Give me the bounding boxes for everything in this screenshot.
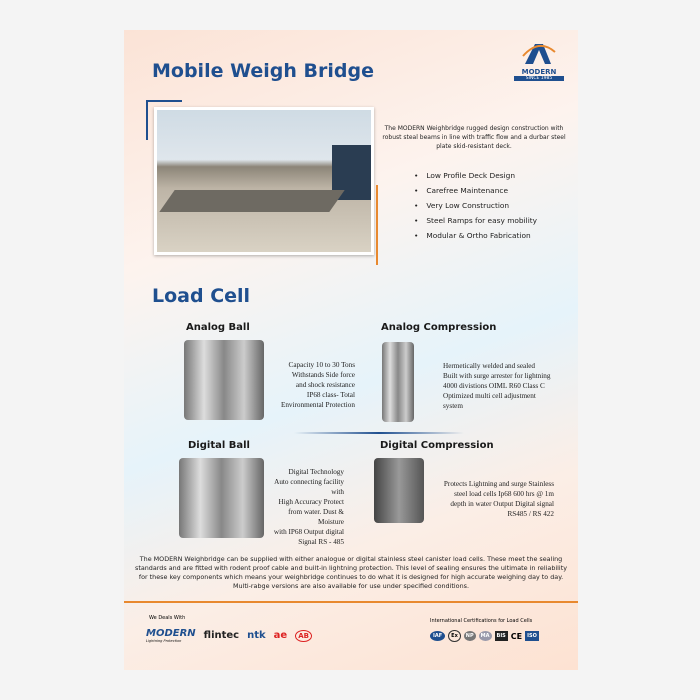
deck bbox=[159, 190, 344, 212]
analog-ball-heading: Analog Ball bbox=[186, 322, 250, 333]
deals-label: We Deals With bbox=[149, 615, 186, 621]
brand-ae: ae bbox=[273, 630, 288, 641]
brand-flintec: flintec bbox=[203, 630, 240, 641]
analog-ball-desc: Capacity 10 to 30 Tons Withstands Side force and shock resistance IP68 class- Total Environmental Protection bbox=[280, 361, 355, 409]
decor-line bbox=[146, 100, 148, 140]
feature-item: • Modular & Ortho Fabrication bbox=[414, 231, 537, 240]
decor-line bbox=[376, 185, 378, 265]
load-cell-title: Load Cell bbox=[152, 285, 251, 307]
digital-compression-heading: Digital Compression bbox=[380, 440, 494, 451]
cert-bis: BIS bbox=[496, 633, 506, 639]
digital-ball-image bbox=[179, 458, 264, 538]
page-title: Mobile Weigh Bridge bbox=[152, 60, 374, 82]
logo-tagline: SINCE 1985 bbox=[514, 76, 564, 81]
cert-ce: CE bbox=[510, 631, 523, 641]
feature-item: • Steel Ramps for easy mobility bbox=[414, 216, 537, 225]
cert-np: NP bbox=[465, 633, 474, 639]
brand-modern: MODERN bbox=[146, 628, 196, 639]
analog-compression-desc: Hermetically welded and sealed Built with surge arrester for lightning 4000 divistions OIML R60 Class C Optimized multi cell adjustment system bbox=[443, 362, 551, 410]
logo-mark-icon bbox=[521, 42, 557, 64]
cert-iso: ISO bbox=[527, 633, 537, 639]
cert-ex: Ex bbox=[448, 630, 461, 642]
analog-compression-heading: Analog Compression bbox=[381, 322, 497, 333]
brand-ntk: ntk bbox=[247, 630, 266, 641]
summary-text: The MODERN Weighbridge can be supplied with either analogue or digital stainless steel canister load cells. These meet the sealing standards and are fitted with rodent proof cable and built-in lightning protection. This level of sealing ensures the ultimate in reliability for these key components which means your weighbridge continues to do what it is designed for high accurate weighing day to day. Multi-rabge versions are also available for use under specified conditions. bbox=[135, 555, 567, 590]
feature-item: • Very Low Construction bbox=[414, 201, 537, 210]
logo-text: MODERN bbox=[521, 68, 557, 76]
digital-compression-desc: Protects Lightning and surge Stainless steel load cells Ip68 600 hrs @ 1m depth in water Output Digital signal RS485 / RS 422 bbox=[443, 480, 554, 518]
weighbridge-photo bbox=[154, 107, 374, 255]
intro-text: The MODERN Weighbridge rugged design construction with robust steal beams in line with traffic flow and a durbar steel plate skid-resistant deck. bbox=[382, 125, 566, 150]
divider bbox=[294, 432, 464, 434]
cert-ma: MA bbox=[480, 633, 490, 639]
decor-line bbox=[146, 100, 182, 102]
cert-iaf: IAF bbox=[430, 631, 445, 641]
brochure-page bbox=[124, 30, 578, 670]
digital-ball-desc: Digital Technology Auto connecting facility with High Accuracy Protect from water. Dust & Moisture with IP68 Output digital Signal RS - 485 bbox=[273, 468, 344, 546]
feature-item: • Carefree Maintenance bbox=[414, 186, 537, 195]
modern-logo bbox=[514, 42, 564, 81]
feature-list bbox=[414, 171, 537, 246]
analog-compression-image bbox=[382, 342, 414, 422]
brand-ab: AB bbox=[295, 630, 312, 642]
brand-logos: MODERN Lightning Protection flintec ntk ae AB bbox=[146, 628, 312, 643]
digital-ball-heading: Digital Ball bbox=[188, 440, 250, 451]
digital-compression-image bbox=[374, 458, 424, 523]
feature-item: • Low Profile Deck Design bbox=[414, 171, 537, 180]
analog-ball-image bbox=[184, 340, 264, 420]
cert-label: International Certifications for Load Cells bbox=[430, 618, 533, 624]
footer-divider bbox=[124, 601, 578, 603]
cert-logos bbox=[430, 630, 539, 642]
